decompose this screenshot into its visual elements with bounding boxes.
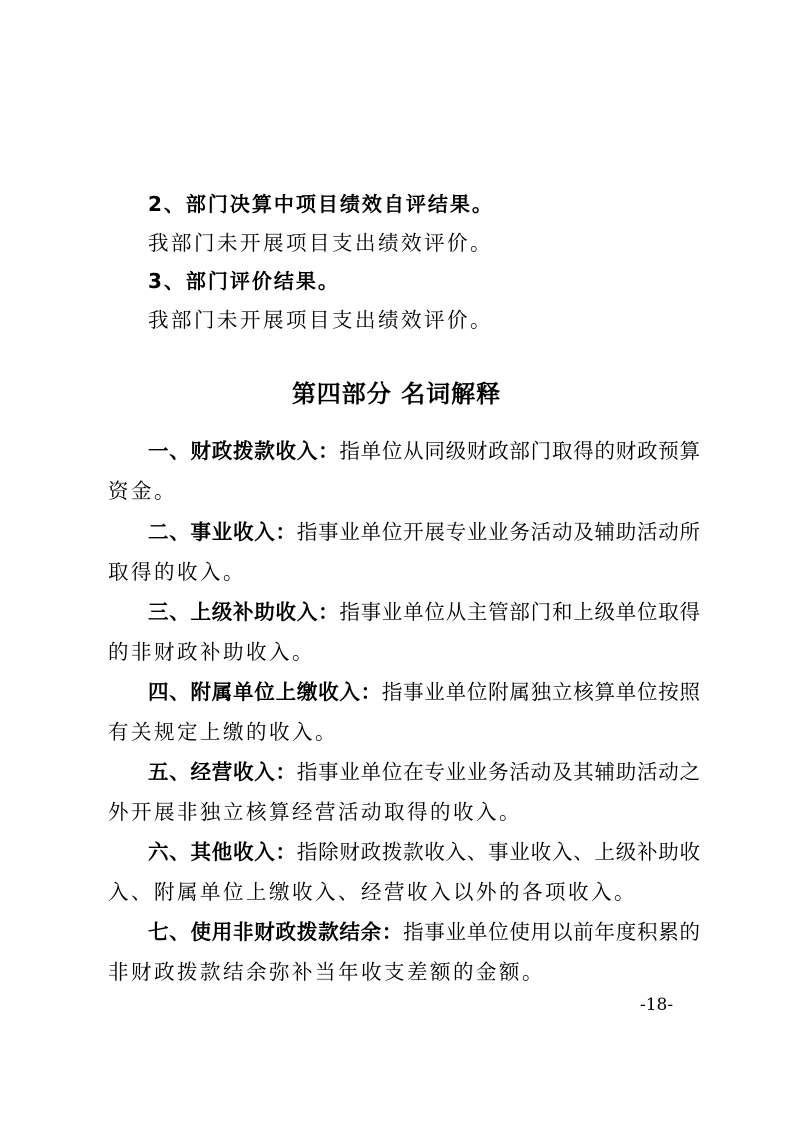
definition-5-line-2: 外开展非独立核算经营活动取得的收入。	[108, 800, 522, 824]
definition-2-line-2: 取得的收入。	[108, 560, 246, 584]
item-heading-2: 2、部门决算中项目绩效自评结果。	[148, 192, 494, 216]
section-title: 第四部分 名词解释	[291, 379, 502, 408]
definition-4-line-2: 有关规定上缴的收入。	[108, 720, 338, 744]
definition-1-line-1	[148, 441, 700, 462]
definition-term: 七、使用非财政拨款结余：	[148, 920, 404, 944]
definition-5-line-1	[148, 762, 700, 783]
definition-7-line-2: 非财政拨款结余弥补当年收支差额的金额。	[108, 960, 545, 984]
definition-text: 指单位从同级财政部门取得的财政预算	[339, 439, 701, 463]
definition-text: 指事业单位附属独立核算单位按照	[381, 680, 700, 704]
definition-1-line-2: 资金。	[108, 479, 177, 503]
item-body-2: 我部门未开展项目支出绩效评价。	[148, 231, 493, 255]
definition-term: 四、附属单位上缴收入：	[148, 680, 382, 704]
definition-3-line-2: 的非财政补助收入。	[108, 640, 315, 664]
item-heading-3: 3、部门评价结果。	[148, 269, 340, 293]
definition-term: 二、事业收入：	[148, 520, 297, 544]
definition-text: 指事业单位使用以前年度积累的	[403, 920, 701, 944]
definition-term: 一、财政拨款收入：	[148, 439, 340, 463]
definition-term: 五、经营收入：	[148, 760, 297, 784]
definition-text: 指事业单位开展专业业务活动及辅助活动所	[296, 520, 701, 544]
item-body-3: 我部门未开展项目支出绩效评价。	[148, 308, 493, 332]
definition-text: 指事业单位在专业业务活动及其辅助活动之	[296, 760, 701, 784]
definition-text: 指事业单位从主管部门和上级单位取得	[339, 600, 701, 624]
page-number: -18-	[640, 995, 674, 1015]
definition-6-line-1	[148, 842, 700, 863]
definition-term: 三、上级补助收入：	[148, 600, 340, 624]
definition-text: 指除财政拨款收入、事业收入、上级补助收	[296, 840, 701, 864]
definition-7-line-1	[148, 922, 700, 943]
definition-term: 六、其他收入：	[148, 840, 297, 864]
definition-3-line-1	[148, 602, 700, 623]
definition-4-line-1	[148, 682, 700, 703]
definition-6-line-2: 入、附属单位上缴收入、经营收入以外的各项收入。	[108, 880, 637, 904]
definition-2-line-1	[148, 522, 700, 543]
